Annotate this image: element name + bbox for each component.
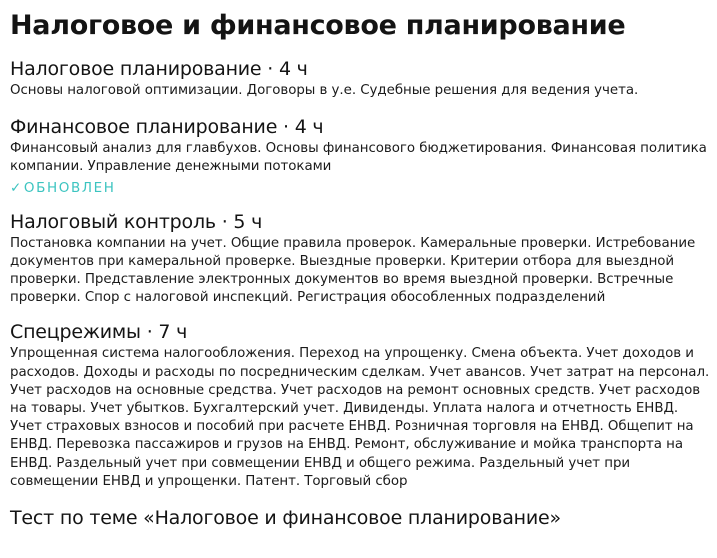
section-special-regimes (10, 319, 710, 491)
section-title: Спецрежимы · 7 ч (10, 321, 188, 344)
course-page (10, 6, 710, 531)
page-title: Налоговое и финансовое планирование (10, 10, 626, 41)
section-description: Финансовый анализ для главбухов. Основы финансового бюджетирования. Финансовая политика компании. Управление денежными потоками (10, 141, 707, 175)
section-title: Налоговый контроль · 5 ч (10, 210, 263, 233)
section-test (10, 505, 710, 531)
section-description: Постановка компании на учет. Общие правила проверок. Камеральные проверки. Истребование документов при камеральной проверке. Выездные проверки. Критерии отбора для выездной проверки. Представление электронных документов во время выездной проверки. Встречные проверки. Спор с налоговой инспекций. Регистрация обособленных подразделений (10, 235, 696, 306)
updated-badge (10, 179, 710, 197)
section-description: Основы налоговой оптимизации. Договоры в у.е. Судебные решения для ведения учета. (10, 83, 639, 98)
section-description: Упрощенная система налогообложения. Переход на упрощенку. Смена объекта. Учет доходов и расходов. Доходы и расходы по посредническим сделкам. Учет авансов. Учет затрат на персонал. Учет расходов на основные средства. Учет расходов на ремонт основных средств. Учет расходов на товары. Учет убытков. Бухгалтерский учет. Дивиденды. Уплата налога и отчетность ЕНВД. Учет страховых взносов и пособий при расчете ЕНВД. Розничная торговля на ЕНВД. Общепит на ЕНВД. Перевозка пассажиров и грузов на ЕНВД. Ремонт, обслуживание и мойка транспорта на ЕНВД. Раздельный учет при совмещении ЕНВД и общего режима. Раздельный учет при совмещении ЕНВД и упрощенки. Патент. Торговый сбор (10, 346, 710, 489)
section-title: Тест по теме «Налоговое и финансовое планирование» (10, 507, 561, 530)
section-financial-planning (10, 114, 710, 196)
section-title: Налоговое планирование · 4 ч (10, 58, 308, 80)
section-tax-control (10, 209, 710, 308)
updated-badge-label: ОБНОВЛЕН (23, 179, 116, 196)
section-title: Финансовое планирование · 4 ч (10, 116, 324, 139)
section-tax-planning (10, 56, 710, 100)
check-icon: ✓ (10, 179, 23, 196)
